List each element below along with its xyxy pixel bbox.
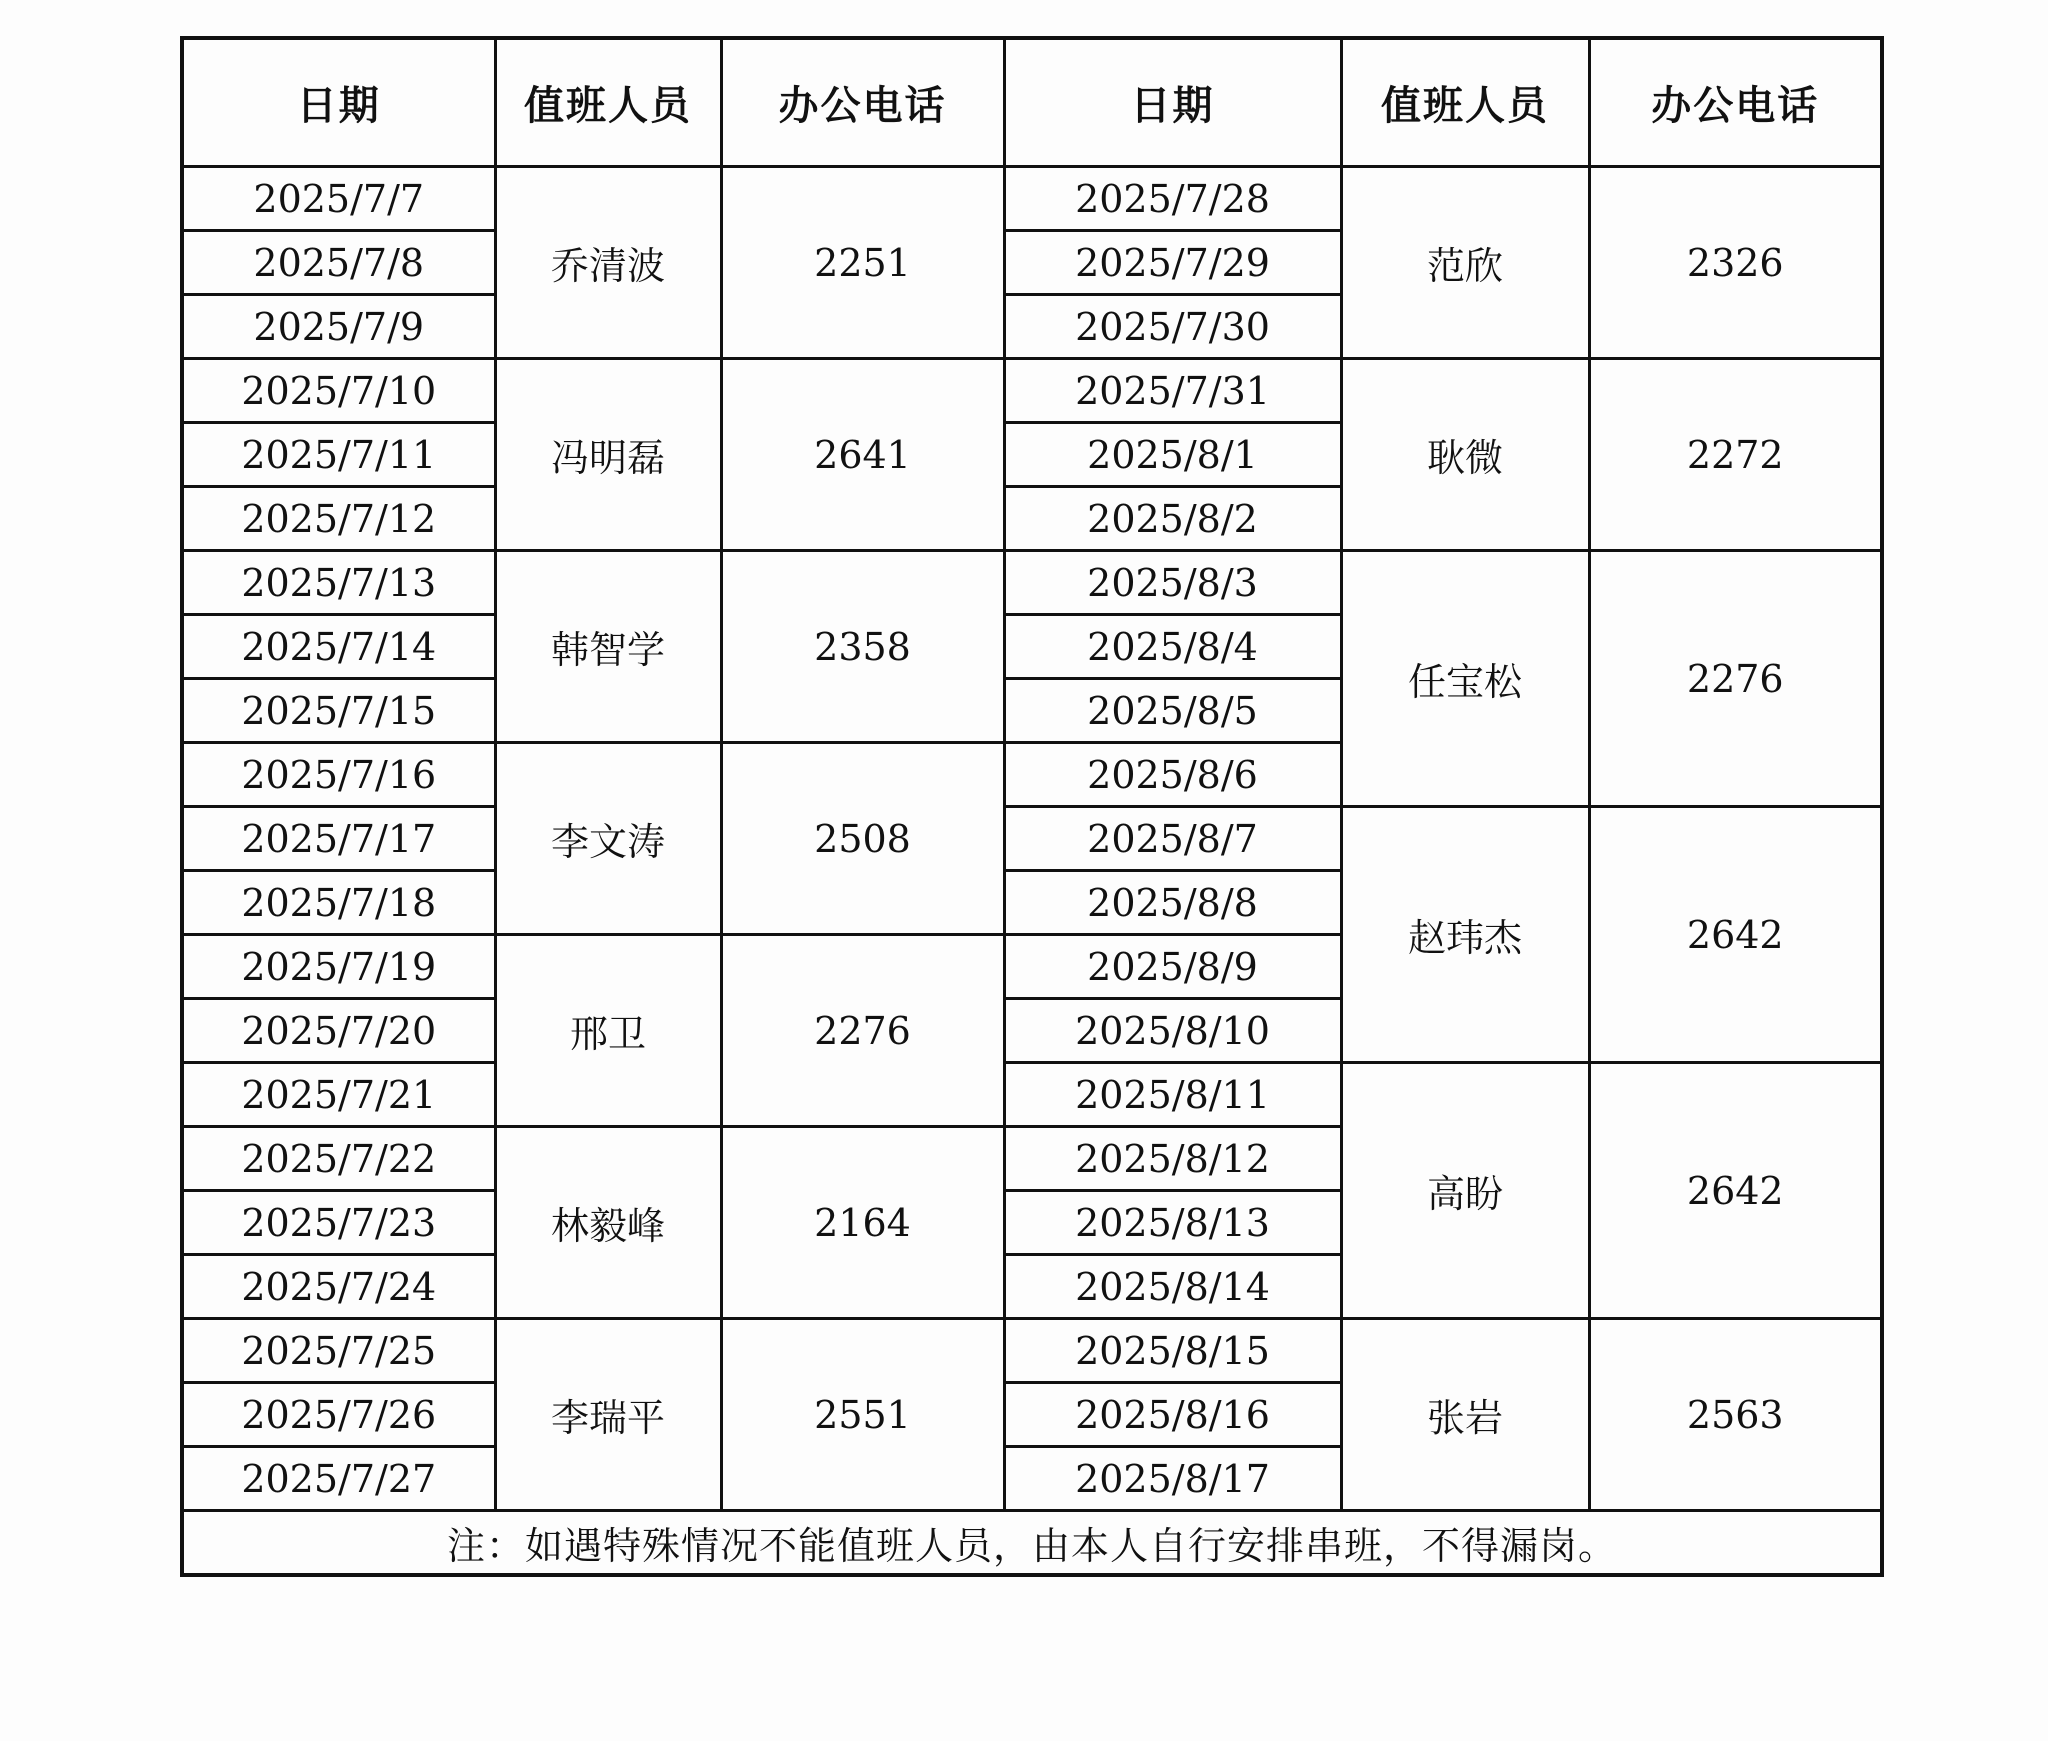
date-cell-right: 2025/8/2 bbox=[1004, 487, 1341, 551]
table-row bbox=[182, 1319, 1882, 1383]
date-cell-right: 2025/7/28 bbox=[1004, 167, 1341, 231]
date-cell-left: 2025/7/21 bbox=[182, 1063, 495, 1127]
table-row bbox=[182, 807, 1882, 871]
office-phone-left: 2641 bbox=[721, 359, 1004, 551]
staff-name-left: 李瑞平 bbox=[495, 1319, 721, 1511]
office-phone-left: 2508 bbox=[721, 743, 1004, 935]
header-row bbox=[182, 38, 1882, 167]
header-phone-left: 办公电话 bbox=[721, 38, 1004, 167]
staff-name-right: 任宝松 bbox=[1341, 551, 1589, 807]
date-cell-right: 2025/8/8 bbox=[1004, 871, 1341, 935]
date-cell-right: 2025/8/17 bbox=[1004, 1447, 1341, 1511]
office-phone-left: 2164 bbox=[721, 1127, 1004, 1319]
date-cell-left: 2025/7/23 bbox=[182, 1191, 495, 1255]
staff-name-left: 韩智学 bbox=[495, 551, 721, 743]
date-cell-right: 2025/8/3 bbox=[1004, 551, 1341, 615]
staff-name-right: 耿微 bbox=[1341, 359, 1589, 551]
date-cell-left: 2025/7/27 bbox=[182, 1447, 495, 1511]
date-cell-right: 2025/7/29 bbox=[1004, 231, 1341, 295]
table-row bbox=[182, 359, 1882, 423]
date-cell-left: 2025/7/10 bbox=[182, 359, 495, 423]
date-cell-left: 2025/7/8 bbox=[182, 231, 495, 295]
date-cell-right: 2025/8/10 bbox=[1004, 999, 1341, 1063]
note-text: 注：如遇特殊情况不能值班人员，由本人自行安排串班，不得漏岗。 bbox=[182, 1511, 1882, 1576]
header-phone-right: 办公电话 bbox=[1589, 38, 1882, 167]
date-cell-right: 2025/8/6 bbox=[1004, 743, 1341, 807]
date-cell-left: 2025/7/25 bbox=[182, 1319, 495, 1383]
office-phone-right: 2563 bbox=[1589, 1319, 1882, 1511]
office-phone-left: 2358 bbox=[721, 551, 1004, 743]
date-cell-right: 2025/8/11 bbox=[1004, 1063, 1341, 1127]
office-phone-right: 2642 bbox=[1589, 1063, 1882, 1319]
date-cell-right: 2025/8/1 bbox=[1004, 423, 1341, 487]
staff-name-right: 高盼 bbox=[1341, 1063, 1589, 1319]
staff-name-right: 张岩 bbox=[1341, 1319, 1589, 1511]
office-phone-left: 2251 bbox=[721, 167, 1004, 359]
date-cell-left: 2025/7/12 bbox=[182, 487, 495, 551]
date-cell-left: 2025/7/19 bbox=[182, 935, 495, 999]
date-cell-right: 2025/8/14 bbox=[1004, 1255, 1341, 1319]
staff-name-right: 范欣 bbox=[1341, 167, 1589, 359]
date-cell-left: 2025/7/11 bbox=[182, 423, 495, 487]
date-cell-right: 2025/8/12 bbox=[1004, 1127, 1341, 1191]
staff-name-right: 赵玮杰 bbox=[1341, 807, 1589, 1063]
office-phone-right: 2326 bbox=[1589, 167, 1882, 359]
date-cell-left: 2025/7/7 bbox=[182, 167, 495, 231]
date-cell-right: 2025/8/7 bbox=[1004, 807, 1341, 871]
staff-name-left: 林毅峰 bbox=[495, 1127, 721, 1319]
header-staff-right: 值班人员 bbox=[1341, 38, 1589, 167]
staff-name-left: 乔清波 bbox=[495, 167, 721, 359]
date-cell-right: 2025/8/5 bbox=[1004, 679, 1341, 743]
table-row bbox=[182, 1063, 1882, 1127]
office-phone-right: 2642 bbox=[1589, 807, 1882, 1063]
staff-name-left: 邢卫 bbox=[495, 935, 721, 1127]
date-cell-left: 2025/7/15 bbox=[182, 679, 495, 743]
date-cell-right: 2025/8/15 bbox=[1004, 1319, 1341, 1383]
date-cell-left: 2025/7/22 bbox=[182, 1127, 495, 1191]
date-cell-left: 2025/7/17 bbox=[182, 807, 495, 871]
date-cell-left: 2025/7/24 bbox=[182, 1255, 495, 1319]
date-cell-left: 2025/7/26 bbox=[182, 1383, 495, 1447]
date-cell-left: 2025/7/20 bbox=[182, 999, 495, 1063]
office-phone-right: 2272 bbox=[1589, 359, 1882, 551]
date-cell-left: 2025/7/13 bbox=[182, 551, 495, 615]
staff-name-left: 冯明磊 bbox=[495, 359, 721, 551]
table-row bbox=[182, 167, 1882, 231]
date-cell-right: 2025/8/16 bbox=[1004, 1383, 1341, 1447]
date-cell-left: 2025/7/9 bbox=[182, 295, 495, 359]
office-phone-left: 2276 bbox=[721, 935, 1004, 1127]
table-row bbox=[182, 551, 1882, 615]
date-cell-right: 2025/8/4 bbox=[1004, 615, 1341, 679]
header-date-right: 日期 bbox=[1004, 38, 1341, 167]
note-row bbox=[182, 1511, 1882, 1576]
staff-name-left: 李文涛 bbox=[495, 743, 721, 935]
date-cell-right: 2025/8/9 bbox=[1004, 935, 1341, 999]
date-cell-right: 2025/7/30 bbox=[1004, 295, 1341, 359]
roster-body bbox=[182, 167, 1882, 1511]
date-cell-left: 2025/7/16 bbox=[182, 743, 495, 807]
date-cell-right: 2025/7/31 bbox=[1004, 359, 1341, 423]
duty-roster-table bbox=[180, 36, 1884, 1577]
office-phone-left: 2551 bbox=[721, 1319, 1004, 1511]
date-cell-right: 2025/8/13 bbox=[1004, 1191, 1341, 1255]
header-date-left: 日期 bbox=[182, 38, 495, 167]
header-staff-left: 值班人员 bbox=[495, 38, 721, 167]
office-phone-right: 2276 bbox=[1589, 551, 1882, 807]
date-cell-left: 2025/7/18 bbox=[182, 871, 495, 935]
date-cell-left: 2025/7/14 bbox=[182, 615, 495, 679]
